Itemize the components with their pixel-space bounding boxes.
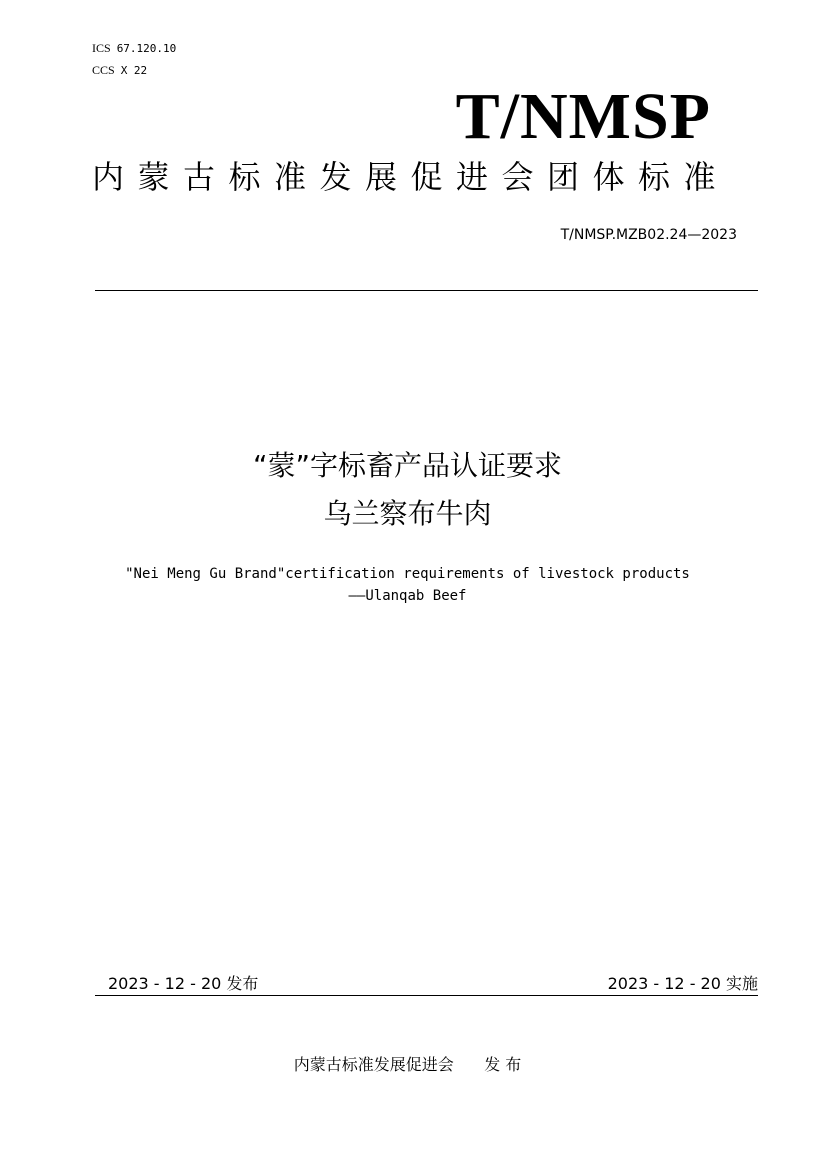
ccs-label: CCS [92, 63, 115, 77]
ics-label: ICS [92, 41, 111, 55]
standard-series-logo: T/NMSP [455, 80, 711, 153]
ccs-value: X 22 [120, 64, 148, 77]
implementation-date: 2023 - 12 - 20 实施 [607, 974, 758, 993]
english-title-line1: "Nei Meng Gu Brand"certification requirements of livestock products [125, 566, 690, 582]
standard-code: T/NMSP.MZB02.24—2023 [560, 227, 737, 243]
english-title-line2: ——Ulanqab Beef [348, 588, 467, 604]
document-title-line1: “蒙”字标畜产品认证要求 [252, 449, 562, 482]
document-title-line2: 乌兰察布牛肉 [323, 497, 492, 530]
top-divider [95, 290, 758, 291]
ics-line [92, 40, 176, 57]
ics-value: 67.120.10 [116, 42, 177, 55]
bottom-divider [95, 995, 758, 996]
organization-banner: 内蒙古标准发展促进会团体标准 [92, 158, 730, 196]
publisher-line: 内蒙古标准发展促进会 发 布 [293, 1055, 522, 1074]
issue-date: 2023 - 12 - 20 发布 [108, 974, 259, 993]
ccs-line [92, 62, 147, 79]
